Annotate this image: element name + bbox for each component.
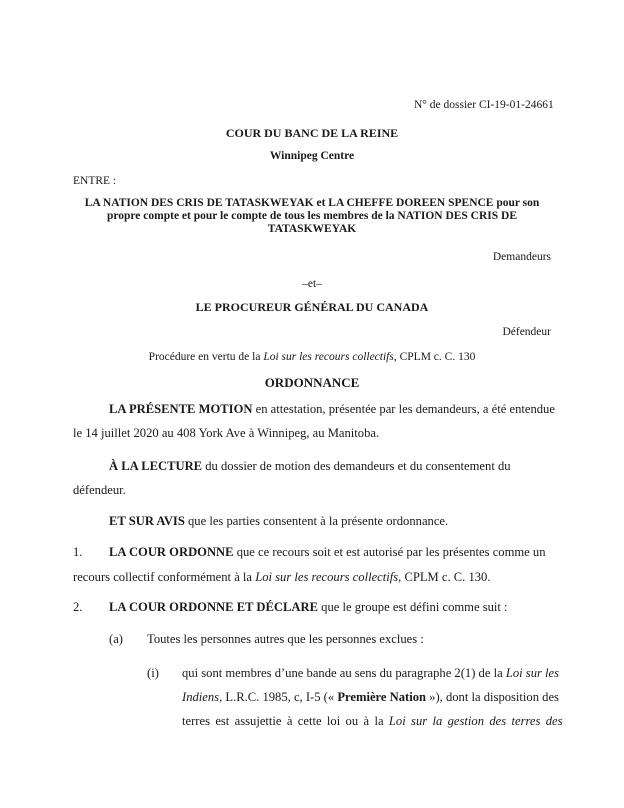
item-2a-text: Toutes les personnes autres que les personnes exclues :	[147, 632, 424, 646]
between-label: ENTRE :	[73, 175, 117, 187]
plaintiffs-label: Demandeurs	[492, 251, 551, 263]
court-name: COUR DU BANC DE LA REINE	[225, 126, 399, 140]
item-2a-i-line2: Indiens, L.R.C. 1985, c, I-5 (« Première Nation »), dont la disposition des	[182, 690, 559, 704]
and-separator: –et–	[302, 278, 322, 290]
item-2a-i-line1: qui sont membres d’une bande au sens du paragraphe 2(1) de la Loi sur les	[182, 666, 560, 680]
item-2a-i-label: (i)	[147, 666, 159, 680]
plaintiffs-block: LA NATION DES CRIS DE TATASKWEYAK et LA CHEFFE DOREEN SPENCE pour son propre compte et pour le compte de tous les membres de la NATION DES CRIS DE TATASKWEYAK	[84, 197, 540, 235]
item-1-number: 1.	[73, 545, 83, 559]
reading-paragraph-line2: défendeur.	[73, 483, 126, 497]
reading-paragraph: À LA LECTURE du dossier de motion des demandeurs et du consentement du	[109, 459, 511, 473]
item-2-number: 2.	[73, 600, 83, 614]
item-2a-label: (a)	[109, 632, 123, 646]
notice-paragraph: ET SUR AVIS que les parties consentent à la présente ordonnance.	[109, 514, 449, 528]
order-title: ORDONNANCE	[264, 375, 360, 390]
motion-paragraph: LA PRÉSENTE MOTION en attestation, présentée par les demandeurs, a été entendue	[109, 402, 555, 416]
plaintiffs-names: LA NATION DES CRIS DE TATASKWEYAK et LA CHEFFE DOREEN SPENCE	[84, 197, 494, 209]
court-centre: Winnipeg Centre	[269, 150, 355, 162]
motion-paragraph-line2: le 14 juillet 2020 au 408 York Ave à Winnipeg, au Manitoba.	[73, 426, 380, 440]
defendant-name: LE PROCUREUR GÉNÉRAL DU CANADA	[195, 300, 429, 314]
proceeding-line: Procédure en vertu de la Loi sur les recours collectifs, CPLM c. C. 130	[148, 351, 476, 363]
item-1-line2: recours collectif conformément à la Loi sur les recours collectifs, CPLM c. C. 130.	[73, 570, 491, 584]
item-2a-i-line3: terres est assujettie à cette loi ou à la Loi sur la gestion des terres des	[182, 714, 563, 728]
defendant-label: Défendeur	[502, 326, 551, 338]
file-number: N° de dossier CI-19-01-24661	[414, 99, 554, 111]
item-1: LA COUR ORDONNE que ce recours soit et est autorisé par les présentes comme un	[109, 545, 546, 559]
item-2: LA COUR ORDONNE ET DÉCLARE que le groupe est défini comme suit :	[109, 600, 508, 614]
